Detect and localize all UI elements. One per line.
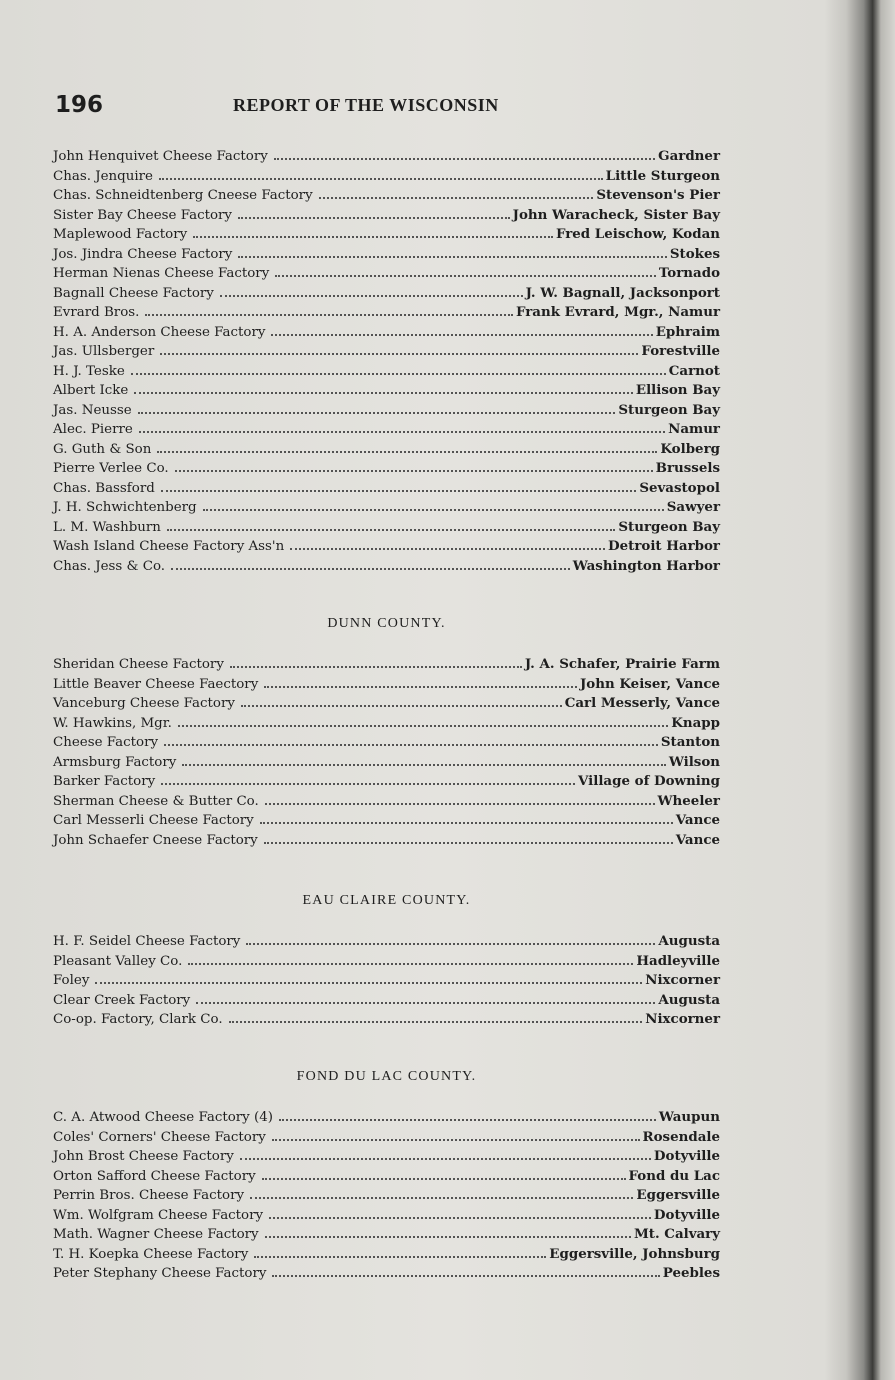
listing-row [53,791,720,811]
section-dunn-county [53,616,720,849]
factory-location: Ephraim [655,323,720,340]
listing-row [53,713,720,733]
factory-location: Augusta [658,933,720,949]
factory-location: Ellison Bay [635,382,720,398]
listing-row [53,1166,720,1186]
factory-name: Wm. Wolfgram Cheese Factory [53,1207,264,1223]
factory-name: Coles' Corners' Cheese Factory [53,1129,266,1145]
listing-row [53,1146,720,1166]
factory-name: G. Guth & Son [53,441,152,457]
dot-leader [265,1224,631,1238]
factory-name: Alec. Pierre [53,422,133,437]
listing-row [53,458,720,478]
factory-location: Brussels [655,460,720,476]
factory-location: Detroit Harbor [608,538,720,554]
factory-name: Clear Creek Factory [53,992,191,1008]
dot-leader [157,439,657,453]
listing-row [53,810,720,830]
dot-leader [264,674,577,688]
factory-name: Pleasant Valley Co. [53,953,183,969]
factory-name: John Henquivet Cheese Factory [53,149,268,164]
listing-row [53,732,720,752]
factory-location: Fred Leischow, Kodan [555,226,720,242]
dot-leader [175,458,653,472]
factory-location: Fond du Lac [628,1167,720,1184]
listing-row [53,951,720,971]
factory-name: Vanceburg Cheese Factory [53,696,235,711]
listing-row [53,478,720,498]
dot-leader [265,791,655,805]
listing-row [53,990,720,1010]
dot-leader [167,517,615,531]
listing-row [53,439,720,459]
factory-location: Mt. Calvary [633,1226,720,1242]
factory-name: Peter Stephany Cheese Factory [53,1266,267,1281]
dot-leader [241,693,562,707]
factory-name: Herman Nienas Cheese Factory [53,266,270,281]
running-head: REPORT OF THE WISCONSIN [233,95,499,115]
listing-row [53,1185,720,1205]
factory-name: Chas. Jess & Co. [53,558,166,574]
factory-location: Namur [668,421,720,437]
factory-location: Nixcorner [645,972,720,988]
dot-leader [271,322,652,336]
factory-name: H. A. Anderson Cheese Factory [53,324,266,340]
factory-name: Perrin Bros. Cheese Factory [53,1188,245,1203]
listing-row [53,693,720,713]
factory-location: J. W. Bagnall, Jacksonport [525,284,720,301]
factory-location: Washington Harbor [572,557,720,574]
listing-row [53,517,720,537]
listing-row [53,1244,720,1264]
factory-location: Sawyer [666,499,720,515]
dot-leader [171,556,570,570]
dot-leader [139,419,665,433]
factory-name: Evrard Bros. [53,305,140,320]
listing-row [53,1205,720,1225]
factory-name: Carl Messerli Cheese Factory [53,813,254,828]
factory-location: Rosendale [642,1128,720,1145]
listing-rows [53,1107,720,1283]
factory-name: Little Beaver Cheese Faectory [53,676,259,692]
section-door-county-continued [53,146,720,575]
factory-location: Sevastopol [639,479,720,496]
listing-row [53,341,720,361]
factory-location: John Waracheck, Sister Bay [512,206,720,223]
dot-leader [264,830,673,844]
listing-row [53,361,720,381]
dot-leader [238,244,667,258]
listing-row [53,185,720,205]
factory-location: Peebles [662,1265,720,1281]
factory-location: Nixcorner [645,1011,720,1027]
factory-location: Forestville [641,343,720,359]
dot-leader [319,185,594,199]
factory-location: Dotyville [653,1148,720,1164]
factory-name: Armsburg Factory [53,754,177,770]
dot-leader [164,732,658,746]
listing-row [53,497,720,517]
dot-leader [196,990,655,1004]
dot-leader [160,341,638,355]
listing-row [53,205,720,225]
listing-row [53,400,720,420]
listing-row [53,654,720,674]
listing-row [53,263,720,283]
factory-name: Bagnall Cheese Factory [53,285,214,301]
factory-location: Waupun [658,1109,720,1125]
dot-leader [238,205,510,219]
factory-name: Chas. Schneidtenberg Cneese Factory [53,188,313,203]
page-header [55,92,720,122]
factory-location: Gardner [658,148,720,164]
listing-row [53,556,720,576]
listing-row [53,674,720,694]
factory-name: Sherman Cheese & Butter Co. [53,793,259,809]
factory-name: T. H. Koepka Cheese Factory [53,1246,249,1262]
section-heading: DUNN COUNTY. [327,616,446,631]
dot-leader [230,654,522,668]
factory-name: Wash Island Cheese Factory Ass'n [53,539,285,554]
factory-name: Sister Bay Cheese Factory [53,207,232,223]
factory-location: Eggersville [636,1187,720,1203]
dot-leader [188,951,633,965]
factory-location: Wheeler [657,792,720,809]
factory-name: Albert Icke [53,383,129,398]
factory-location: Stanton [660,734,720,750]
factory-location: John Keiser, Vance [579,675,720,692]
listing-row [53,146,720,166]
section-fond-du-lac-county [53,1069,720,1283]
factory-location: Carl Messerly, Vance [564,695,720,711]
listing-row [53,752,720,772]
dot-leader [182,752,665,766]
dot-leader [95,970,642,984]
section-eau-claire-county [53,893,720,1029]
dot-leader [138,400,616,414]
factory-name: Cheese Factory [53,735,159,750]
listing-row [53,1107,720,1127]
factory-name: Co-op. Factory, Clark Co. [53,1012,223,1027]
listing-row [53,970,720,990]
listing-row [53,1224,720,1244]
listing-row [53,931,720,951]
factory-location: Sturgeon Bay [618,518,720,535]
factory-location: Augusta [658,991,720,1008]
listing-row [53,244,720,264]
listing-row [53,1127,720,1147]
factory-name: John Schaefer Cneese Factory [53,832,258,848]
factory-name: Barker Factory [53,774,156,789]
factory-location: Eggersville, Johnsburg [549,1245,720,1262]
page-number: 196 [55,92,104,118]
factory-name: Orton Safford Cheese Factory [53,1168,256,1184]
dot-leader [254,1244,546,1258]
factory-name: H. F. Seidel Cheese Factory [53,934,241,949]
factory-name: Chas. Bassford [53,480,155,496]
factory-name: John Brost Cheese Factory [53,1149,234,1164]
factory-location: Vance [675,812,720,828]
listing-row [53,380,720,400]
dot-leader [161,771,575,785]
factory-name: Chas. Jenquire [53,168,153,184]
dot-leader [272,1263,659,1277]
dot-leader [262,1166,626,1180]
factory-location: Kolberg [660,440,720,457]
factory-location: Stevenson's Pier [596,187,720,203]
factory-name: Pierre Verlee Co. [53,461,169,476]
factory-location: Carnot [668,362,720,379]
factory-name: W. Hawkins, Mgr. [53,715,172,731]
dot-leader [178,713,668,727]
listing-row [53,1263,720,1283]
listing-row [53,224,720,244]
dot-leader [229,1009,643,1023]
listing-row [53,322,720,342]
listing-rows [53,146,720,575]
factory-name: C. A. Atwood Cheese Factory (4) [53,1110,273,1125]
factory-location: Village of Downing [578,773,720,789]
dot-leader [193,224,553,238]
dot-leader [203,497,664,511]
listing-rows [53,931,720,1029]
dot-leader [220,283,523,297]
listing-row [53,302,720,322]
factory-name: Maplewood Factory [53,227,188,242]
factory-location: Dotyville [653,1206,720,1223]
factory-name: Jas. Ullsberger [53,344,155,359]
page-binding-shadow [825,0,895,1380]
dot-leader [279,1107,656,1121]
factory-name: L. M. Washburn [53,519,161,535]
section-heading: EAU CLAIRE COUNTY. [302,893,471,908]
listing-rows [53,654,720,849]
dot-leader [274,146,655,160]
listing-row [53,419,720,439]
dot-leader [240,1146,651,1160]
factory-location: Sturgeon Bay [618,401,720,418]
factory-location: Frank Evrard, Mgr., Namur [515,304,720,320]
section-heading: FOND DU LAC COUNTY. [296,1069,477,1084]
listing-row [53,283,720,303]
factory-name: Sheridan Cheese Factory [53,657,224,672]
factory-name: Jas. Neusse [53,402,132,418]
factory-location: Hadleyville [636,952,720,969]
dot-leader [145,302,513,316]
listing-row [53,166,720,186]
dot-leader [134,380,633,394]
factory-name: Foley [53,973,90,988]
dot-leader [250,1185,633,1199]
factory-location: Tornado [658,265,720,281]
factory-name: H. J. Teske [53,363,125,379]
factory-location: Knapp [671,714,720,731]
dot-leader [159,166,603,180]
dot-leader [131,361,666,375]
listing-row [53,1009,720,1029]
factory-location: Wilson [668,753,720,770]
factory-location: J. A. Schafer, Prairie Farm [524,656,720,672]
factory-location: Stokes [669,245,720,262]
dot-leader [272,1127,640,1141]
dot-leader [260,810,673,824]
dot-leader [161,478,637,492]
factory-location: Vance [675,831,720,848]
factory-name: Math. Wagner Cheese Factory [53,1227,259,1242]
listing-row [53,536,720,556]
factory-name: J. H. Schwichtenberg [53,500,197,515]
dot-leader [275,263,656,277]
factory-name: Jos. Jindra Cheese Factory [53,246,233,262]
dot-leader [269,1205,651,1219]
dot-leader [246,931,655,945]
listing-row [53,830,720,850]
dot-leader [290,536,605,550]
factory-location: Little Sturgeon [605,167,720,184]
listing-row [53,771,720,791]
